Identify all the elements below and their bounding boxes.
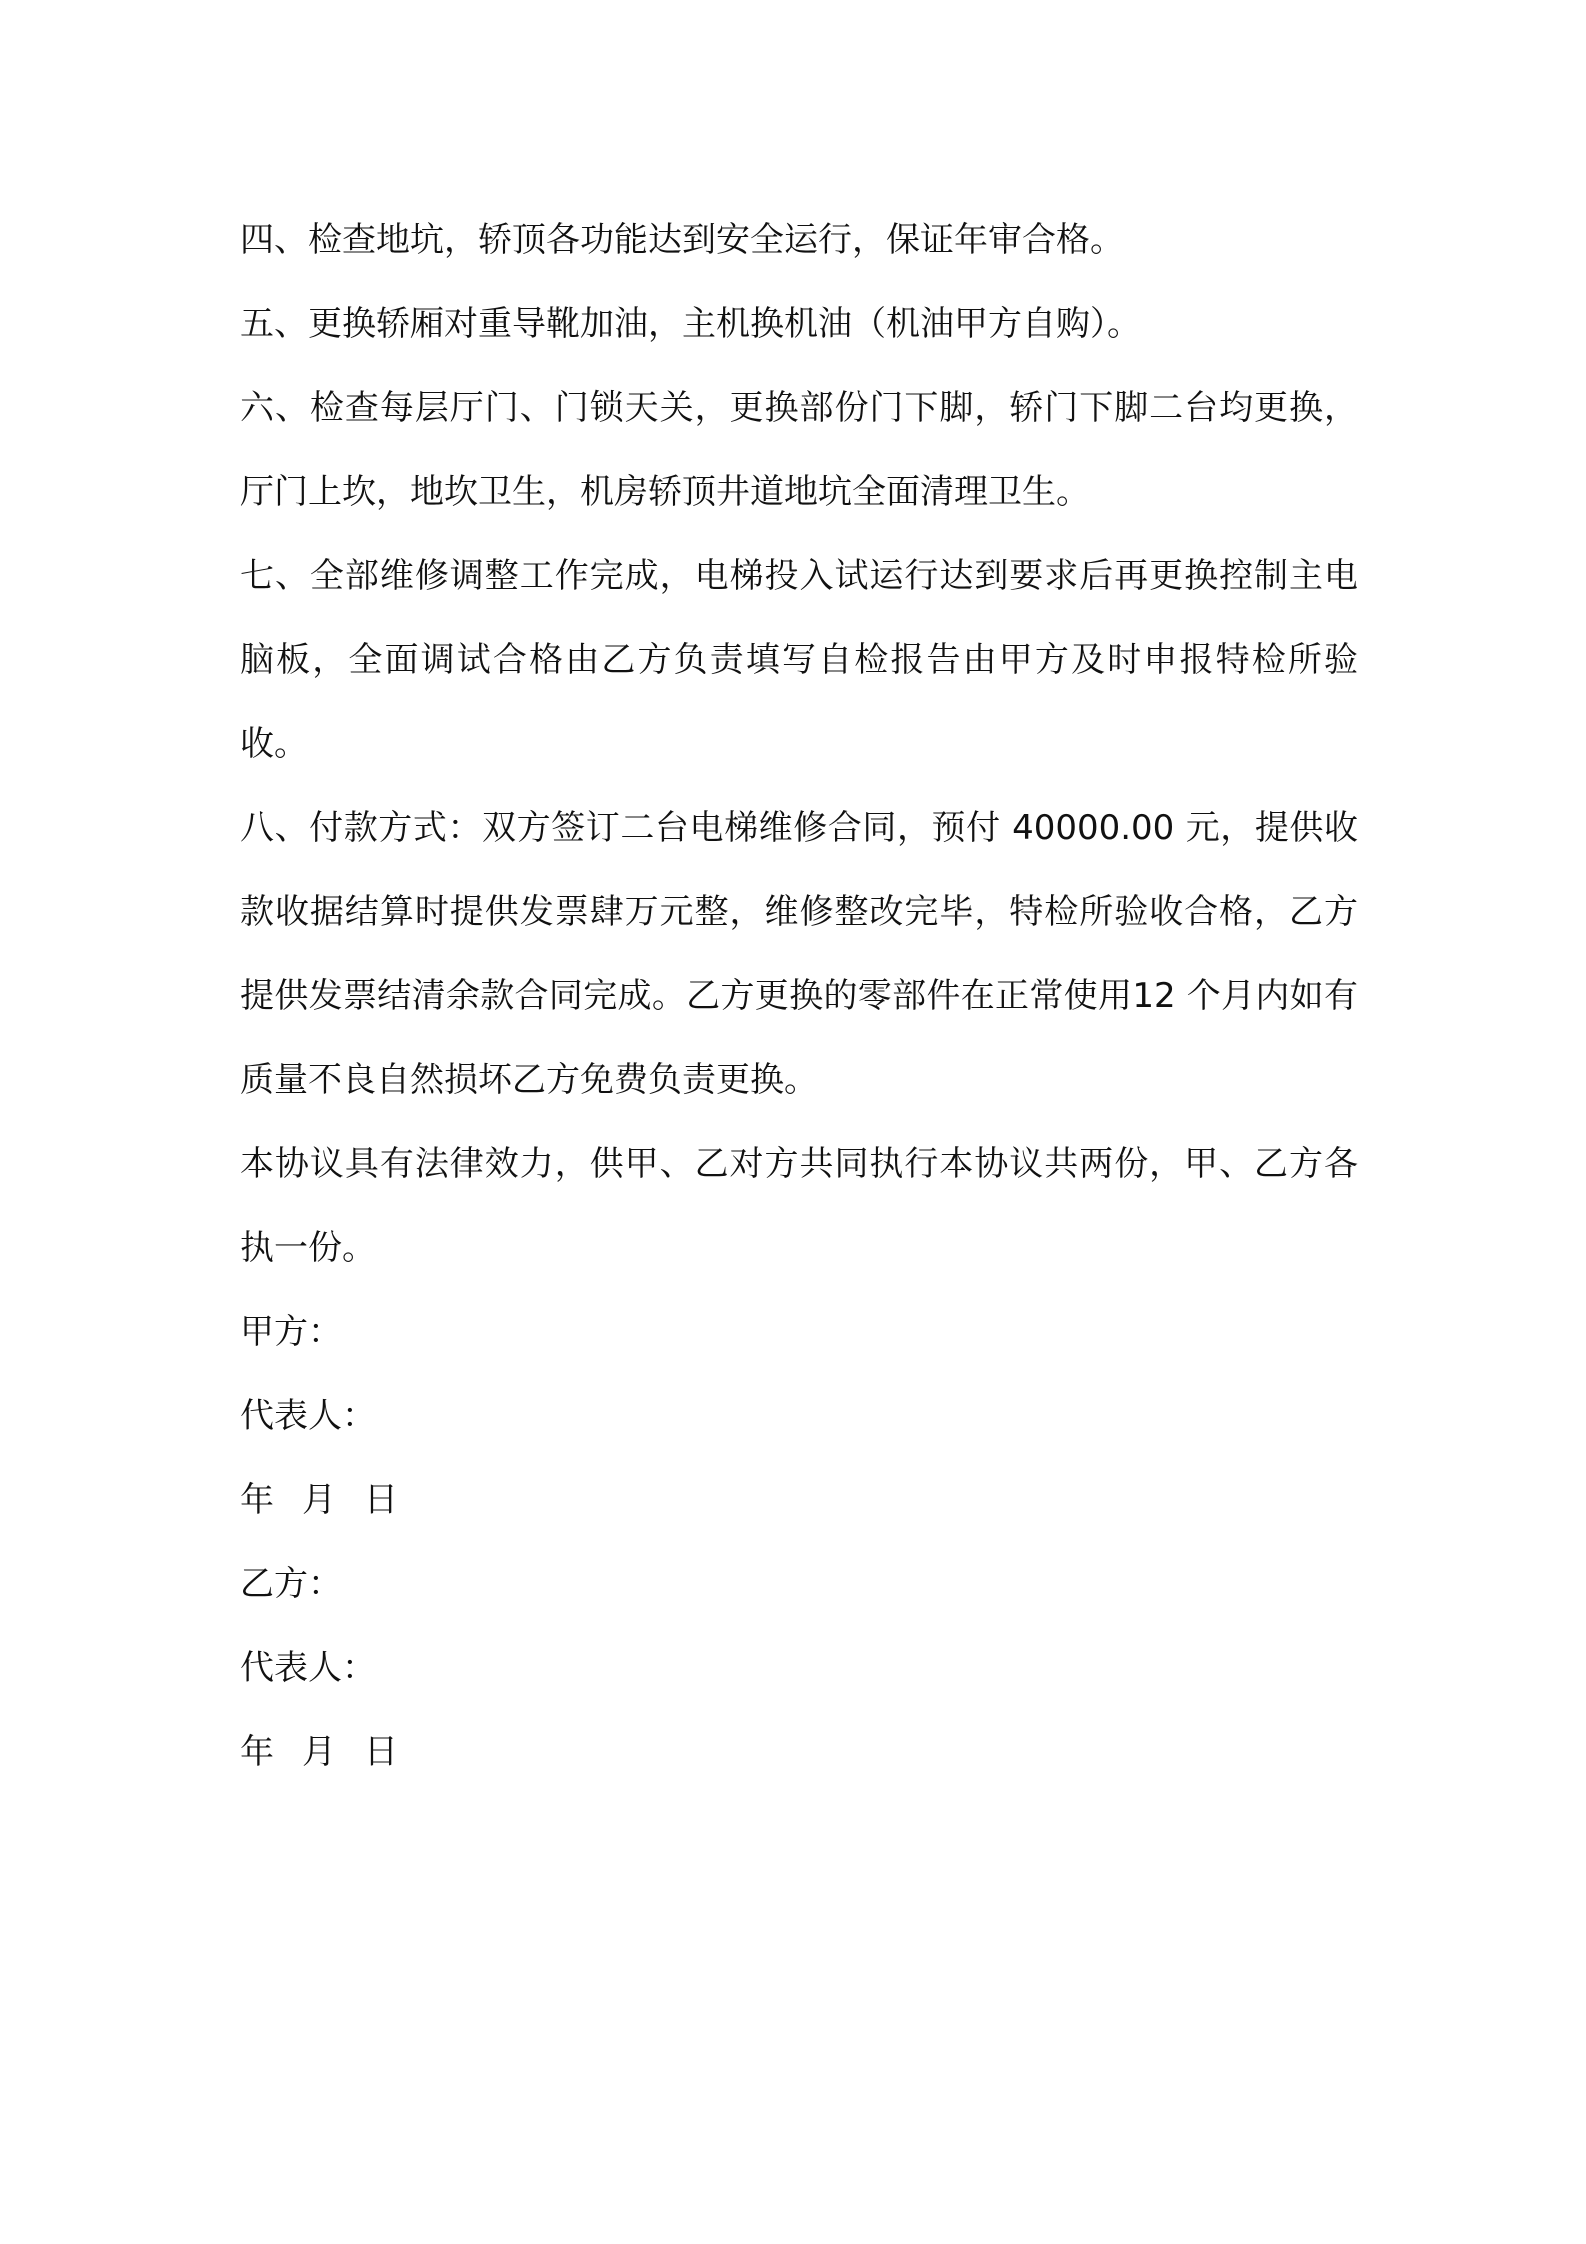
- clause-4: 四、检查地坑，轿顶各功能达到安全运行，保证年审合格。: [240, 220, 1124, 260]
- clause-5: 五、更换轿厢对重导靴加油，主机换机油（机油甲方自购）。: [240, 304, 1141, 344]
- contract-body: [240, 198, 1358, 1794]
- party-b-representative-label: 代表人：: [240, 1648, 376, 1688]
- clause-7: 七、全部维修调整工作完成，电梯投入试运行达到要求后再更换控制主电脑板，全面调试合格由乙方负责填写自检报告由甲方及时申报特检所验收。: [240, 556, 1358, 764]
- party-b-label: 乙方：: [240, 1564, 342, 1604]
- clause-6: 六、检查每层厅门、门锁天关，更换部份门下脚，轿门下脚二台均更换，厅门上坎，地坎卫生，机房轿顶井道地坑全面清理卫生。: [240, 388, 1358, 512]
- party-a-date-month: 月: [302, 1480, 336, 1520]
- party-b-date-day: 日: [364, 1732, 398, 1772]
- clause-8-payment: 八、付款方式：双方签订二台电梯维修合同，预付 40000.00 元，提供收款收据结算时提供发票肆万元整，维修整改完毕，特检所验收合格，乙方提供发票结清余款合同完成。乙方更换的零部件在正常使用12 个月内如有质量不良自然损坏乙方免费负责更换。: [240, 808, 1358, 1100]
- party-b-date-month: 月: [302, 1732, 336, 1772]
- party-a-label: 甲方：: [240, 1312, 342, 1352]
- party-b-date-line: [240, 1710, 1358, 1794]
- party-a-representative-label: 代表人：: [240, 1396, 376, 1436]
- party-b-date-year: 年: [240, 1732, 274, 1772]
- party-a-date-line: [240, 1458, 1358, 1542]
- agreement-validity: 本协议具有法律效力，供甲、乙对方共同执行本协议共两份，甲、乙方各执一份。: [240, 1144, 1358, 1268]
- party-a-date-day: 日: [364, 1480, 398, 1520]
- party-a-date-year: 年: [240, 1480, 274, 1520]
